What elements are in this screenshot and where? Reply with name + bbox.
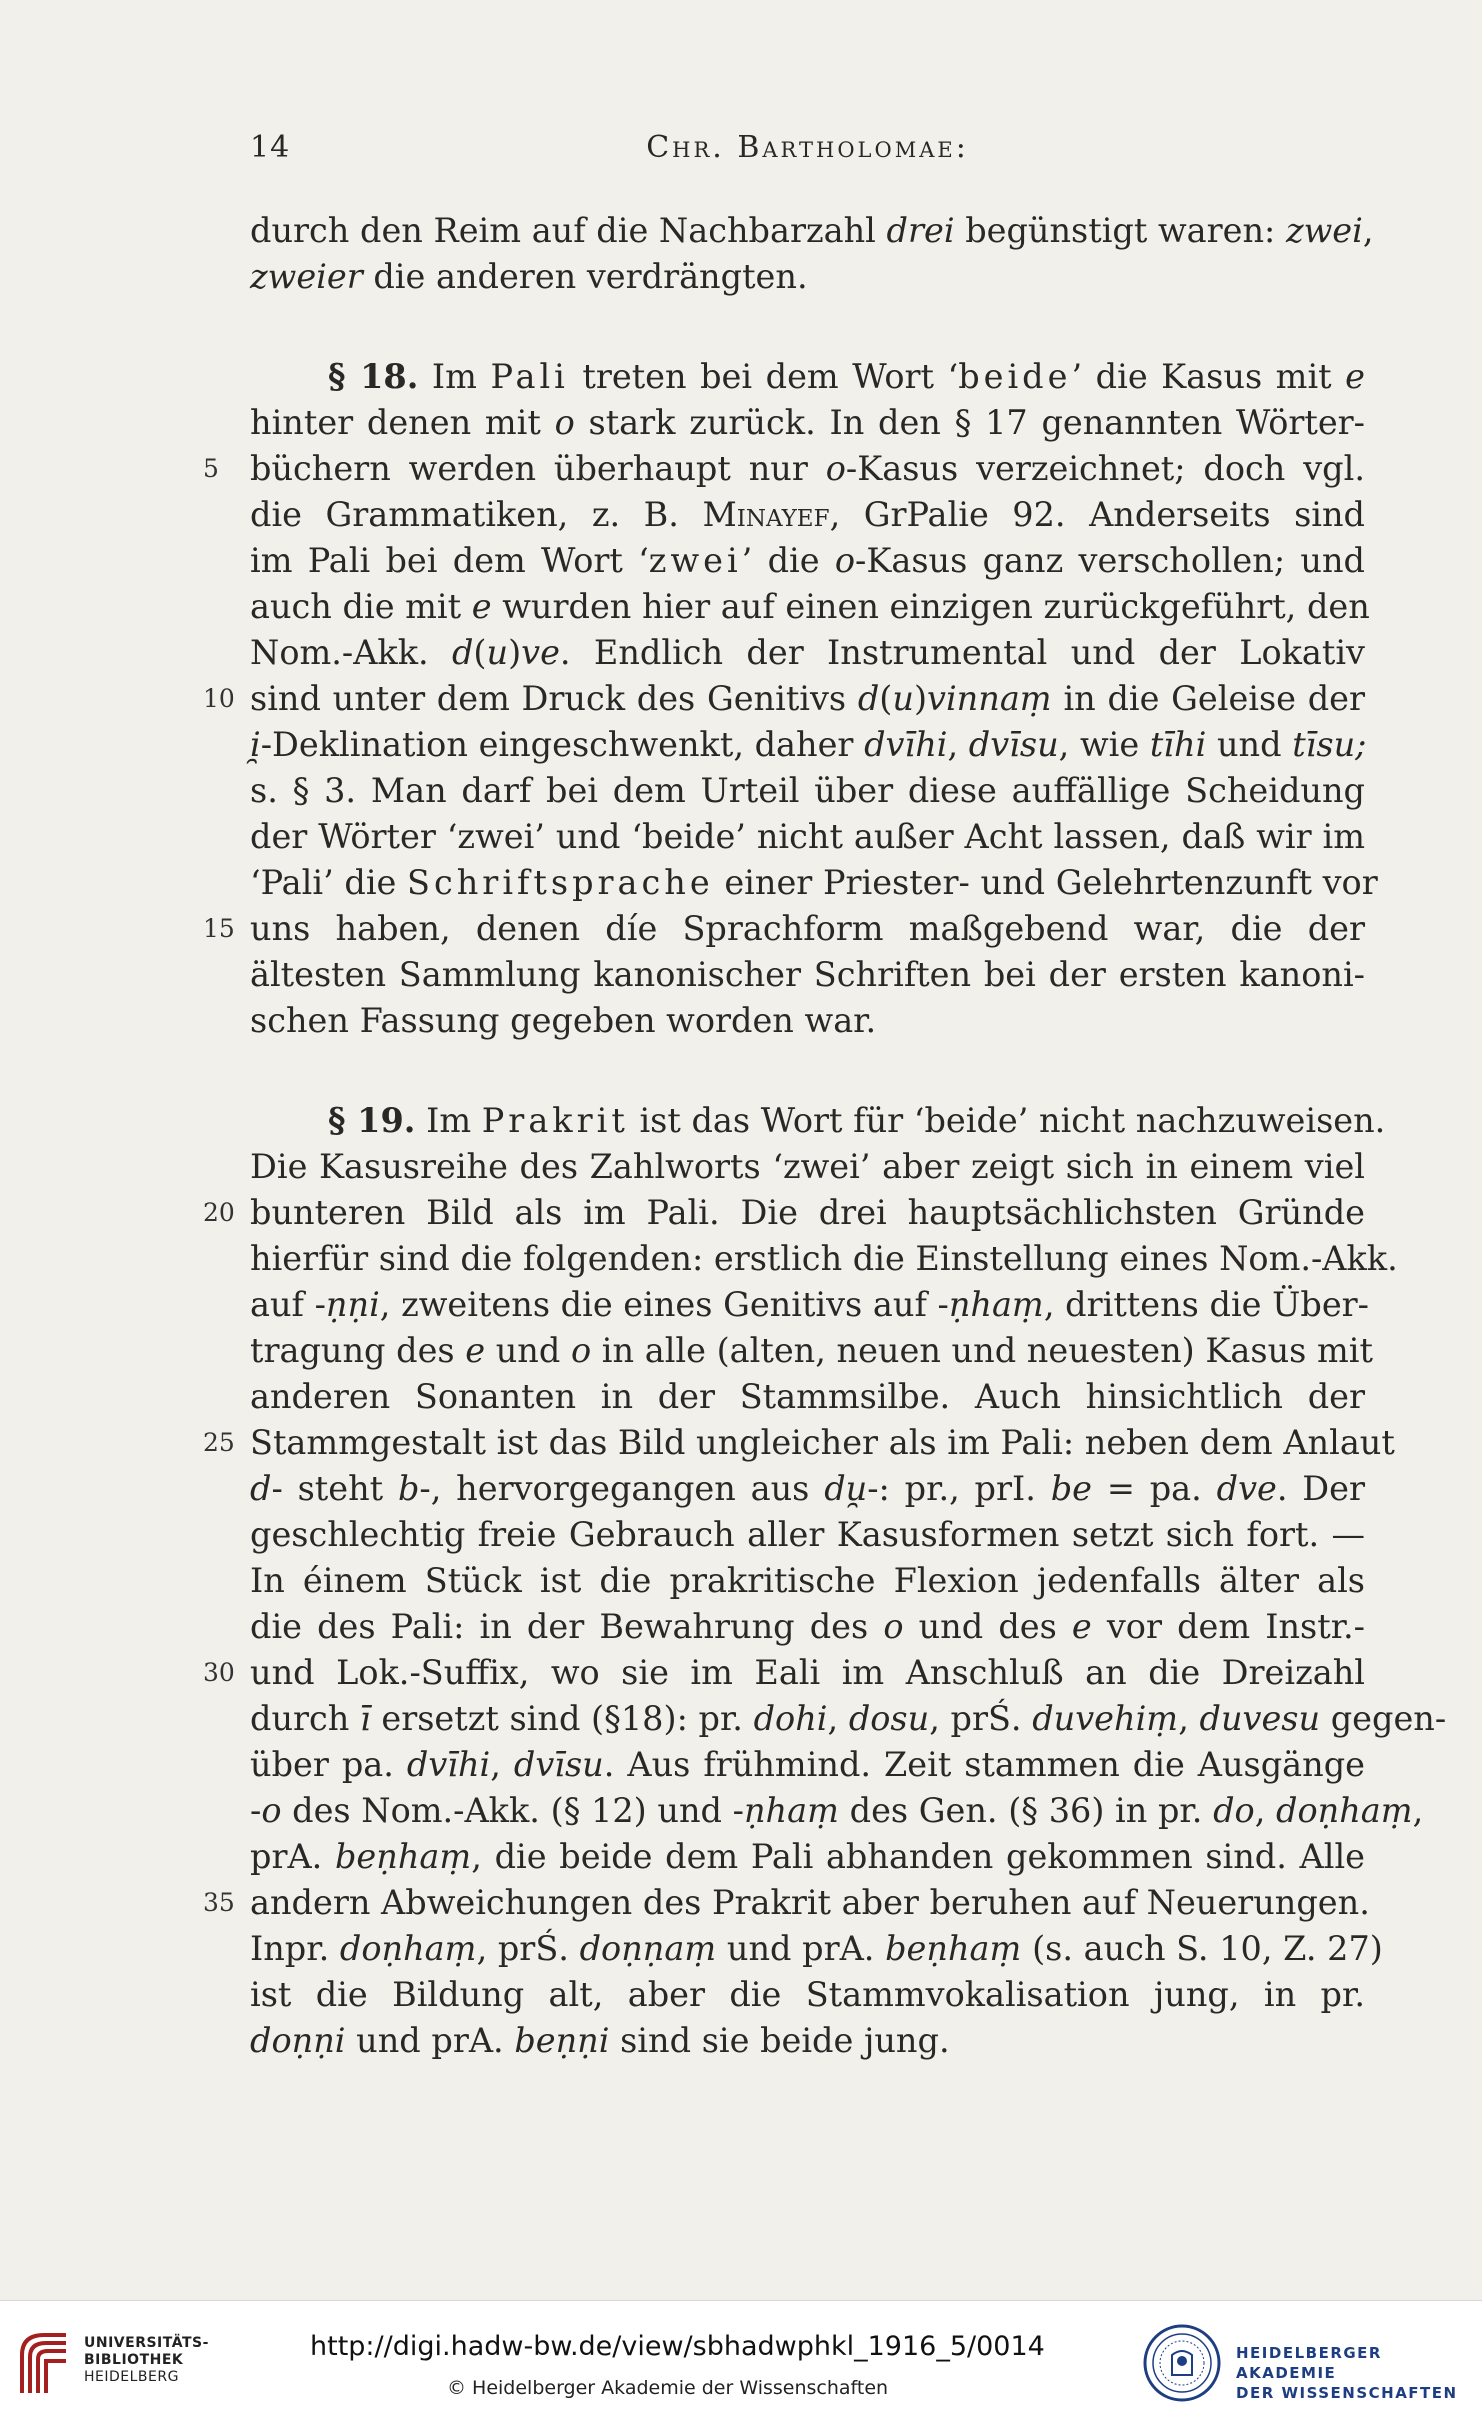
- page-header: [250, 130, 1365, 174]
- margin-line-number: 20: [203, 1198, 235, 1227]
- footer-bar: [0, 2300, 1482, 2423]
- margin-line-number: 5: [203, 454, 219, 483]
- text-line: die des Pali: in der Bewahrung des o und des e vor dem Instr.-: [250, 1607, 1365, 1646]
- text-line: Inpr. doṇhaṃ, prŚ. doṇṇaṃ und prA. beṇhaṃ (s. auch S. 10, Z. 27): [250, 1929, 1383, 1968]
- margin-line-number: 35: [203, 1888, 235, 1917]
- text-line: prA. beṇhaṃ, die beide dem Pali abhanden gekommen sind. Alle: [250, 1837, 1366, 1876]
- text-line: Stammgestalt ist das Bild ungleicher als im Pali: neben dem Anlaut: [250, 1423, 1395, 1462]
- text-line: auf -ṇṇi, zweitens die eines Genitivs auf -ṇhaṃ, drittens die Über-: [250, 1285, 1369, 1324]
- text-line: anderen Sonanten in der Stammsilbe. Auch hinsichtlich der: [250, 1377, 1365, 1416]
- page-number: 14: [250, 130, 291, 165]
- text-line: bunteren Bild als im Pali. Die drei hauptsächlichsten Gründe: [250, 1193, 1365, 1232]
- margin-line-number: 10: [203, 684, 235, 713]
- text-line: im Pali bei dem Wort ‘zwei’ die o-Kasus ganz verschollen; und: [250, 541, 1365, 580]
- text-line: § 18. Im Pali treten bei dem Wort ‘beide’ die Kasus mit e: [328, 357, 1365, 396]
- text-line: geschlechtig freie Gebrauch aller Kasusformen setzt sich fort. —: [250, 1515, 1365, 1554]
- text-line: Die Kasusreihe des Zahlworts ‘zwei’ aber zeigt sich in einem viel: [250, 1147, 1365, 1186]
- text-line: ältesten Sammlung kanonischer Schriften bei der ersten kanoni-: [250, 955, 1365, 994]
- running-head: Chr. Bartholomae:: [646, 130, 969, 165]
- text-line: ‘Pali’ die Schriftsprache einer Priester- und Gelehrtenzunft vor: [250, 863, 1378, 902]
- text-line: durch den Reim auf die Nachbarzahl drei begünstigt waren: zwei,: [250, 211, 1374, 250]
- text-line: die Grammatiken, z. B. Minayef, GrPalie 92. Anderseits sind: [250, 495, 1365, 534]
- text-line: und Lok.-Suffix, wo sie im Eali im Anschluß an die Dreizahl: [250, 1653, 1365, 1692]
- margin-line-number: 25: [203, 1428, 235, 1457]
- text-line: doṇṇi und prA. beṇṇi sind sie beide jung.: [250, 2021, 950, 2060]
- text-line: uns haben, denen díe Sprachform maßgebend war, die der: [250, 909, 1365, 948]
- academy-name: HEIDELBERGER AKADEMIE DER WISSENSCHAFTEN: [1236, 2344, 1458, 2402]
- text-line: zweier die anderen verdrängten.: [250, 257, 808, 296]
- text-line: durch ī ersetzt sind (§18): pr. dohi, dosu, prŚ. duvehiṃ, duvesu gegen-: [250, 1699, 1447, 1738]
- text-line: d- steht b-, hervorgegangen aus du̯-: pr., prI. be = pa. dve. Der: [250, 1469, 1365, 1508]
- margin-line-number: 15: [203, 914, 235, 943]
- copyright-notice: © Heidelberger Akademie der Wissenschaften: [447, 2377, 889, 2399]
- text-line: auch die mit e wurden hier auf einen einzigen zurückgeführt, den: [250, 587, 1370, 626]
- text-line: -o des Nom.-Akk. (§ 12) und -ṇhaṃ des Gen. (§ 36) in pr. do, doṇhaṃ,: [250, 1791, 1424, 1830]
- university-library-logo-icon: [14, 2327, 74, 2397]
- margin-line-number: 30: [203, 1658, 235, 1687]
- text-line: über pa. dvīhi, dvīsu. Aus frühmind. Zeit stammen die Ausgänge: [250, 1745, 1365, 1784]
- text-line: Nom.-Akk. d(u)ve. Endlich der Instrumental und der Lokativ: [250, 633, 1365, 672]
- text-line: hierfür sind die folgenden: erstlich die Einstellung eines Nom.-Akk.: [250, 1239, 1398, 1278]
- text-line: ist die Bildung alt, aber die Stammvokalisation jung, in pr.: [250, 1975, 1365, 2014]
- text-line: sind unter dem Druck des Genitivs d(u)vinnaṃ in die Geleise der: [250, 679, 1365, 718]
- text-line: hinter denen mit o stark zurück. In den § 17 genannten Wörter-: [250, 403, 1365, 442]
- text-line: büchern werden überhaupt nur o-Kasus verzeichnet; doch vgl.: [250, 449, 1365, 488]
- academy-seal-icon: [1142, 2323, 1222, 2403]
- text-line: s. § 3. Man darf bei dem Urteil über diese auffällige Scheidung: [250, 771, 1365, 810]
- text-line: tragung des e und o in alle (alten, neuen und neuesten) Kasus mit: [250, 1331, 1373, 1370]
- source-url-link[interactable]: http://digi.hadw-bw.de/view/sbhadwphkl_1916_5/0014: [310, 2331, 1045, 2362]
- text-line: andern Abweichungen des Prakrit aber beruhen auf Neuerungen.: [250, 1883, 1370, 1922]
- text-line: i̯-Deklination eingeschwenkt, daher dvīhi, dvīsu, wie tīhi und tīsu;: [250, 725, 1367, 764]
- university-library-name: UNIVERSITÄTS- BIBLIOTHEK HEIDELBERG: [84, 2335, 209, 2385]
- text-line: In éinem Stück ist die prakritische Flexion jedenfalls älter als: [250, 1561, 1365, 1600]
- text-line: schen Fassung gegeben worden war.: [250, 1001, 877, 1040]
- text-line: der Wörter ‘zwei’ und ‘beide’ nicht außer Acht lassen, daß wir im: [250, 817, 1365, 856]
- text-line: § 19. Im Prakrit ist das Wort für ‘beide’ nicht nachzuweisen.: [328, 1101, 1386, 1140]
